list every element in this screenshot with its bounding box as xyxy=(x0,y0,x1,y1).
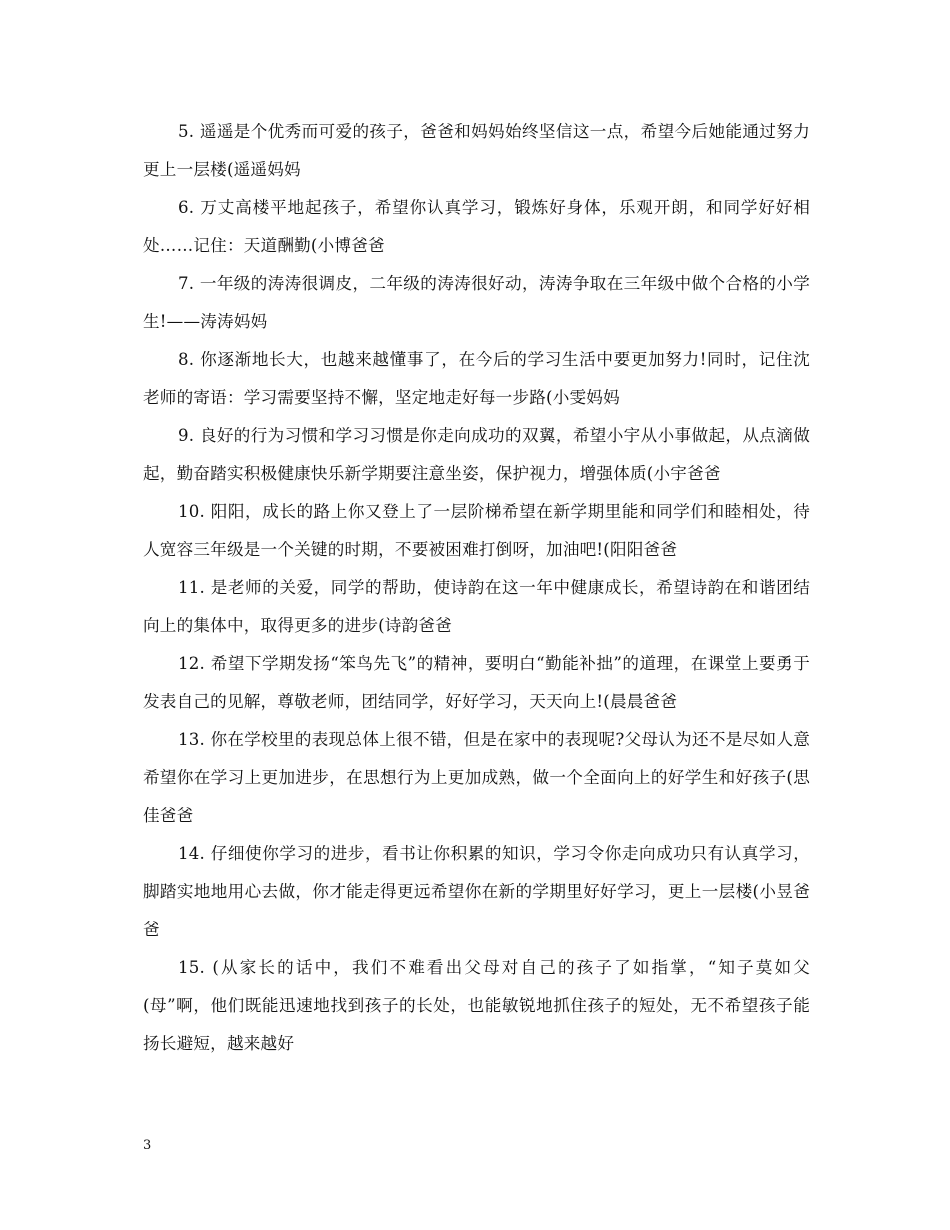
document-body xyxy=(143,113,810,1063)
paragraph-item-8: 8. 你逐渐地长大，也越来越懂事了，在今后的学习生活中要更加努力!同时，记住沈老师的寄语：学习需要坚持不懈，坚定地走好每一步路(小雯妈妈 xyxy=(143,350,810,407)
page-number: 3 xyxy=(143,1138,152,1153)
paragraph-item-5: 5. 遥遥是个优秀而可爱的孩子，爸爸和妈妈始终坚信这一点，希望今后她能通过努力更上一层楼(遥遥妈妈 xyxy=(143,122,810,179)
paragraph-item-13: 13. 你在学校里的表现总体上很不错，但是在家中的表现呢?父母认为还不是尽如人意希望你在学习上更加进步，在思想行为上更加成熟，做一个全面向上的好学生和好孩子(思佳爸爸 xyxy=(143,730,810,825)
paragraph-item-10: 10. 阳阳，成长的路上你又登上了一层阶梯希望在新学期里能和同学们和睦相处，待人宽容三年级是一个关键的时期，不要被困难打倒呀，加油吧!(阳阳爸爸 xyxy=(143,502,810,559)
paragraph-item-12: 12. 希望下学期发扬“笨鸟先飞”的精神，要明白“勤能补拙”的道理，在课堂上要勇于发表自己的见解，尊敬老师，团结同学，好好学习，天天向上!(晨晨爸爸 xyxy=(143,654,810,711)
paragraph-item-11: 11. 是老师的关爱，同学的帮助，使诗韵在这一年中健康成长，希望诗韵在和谐团结向上的集体中，取得更多的进步(诗韵爸爸 xyxy=(143,578,810,635)
paragraph-item-14: 14. 仔细使你学习的进步，看书让你积累的知识，学习令你走向成功只有认真学习，脚踏实地地用心去做，你才能走得更远希望你在新的学期里好好学习，更上一层楼(小昱爸爸 xyxy=(143,844,810,939)
paragraph-item-9: 9. 良好的行为习惯和学习习惯是你走向成功的双翼，希望小宇从小事做起，从点滴做起，勤奋踏实积极健康快乐新学期要注意坐姿，保护视力，增强体质(小宇爸爸 xyxy=(143,426,810,483)
paragraph-item-7: 7. 一年级的涛涛很调皮，二年级的涛涛很好动，涛涛争取在三年级中做个合格的小学生!——涛涛妈妈 xyxy=(143,274,810,331)
paragraph-item-15: 15. (从家长的话中，我们不难看出父母对自己的孩子了如指掌，“知子莫如父(母”啊，他们既能迅速地找到孩子的长处，也能敏锐地抓住孩子的短处，无不希望孩子能扬长避短，越来越好 xyxy=(143,958,810,1053)
paragraph-item-6: 6. 万丈高楼平地起孩子，希望你认真学习，锻炼好身体，乐观开朗，和同学好好相处……记住：天道酬勤(小博爸爸 xyxy=(143,198,810,255)
